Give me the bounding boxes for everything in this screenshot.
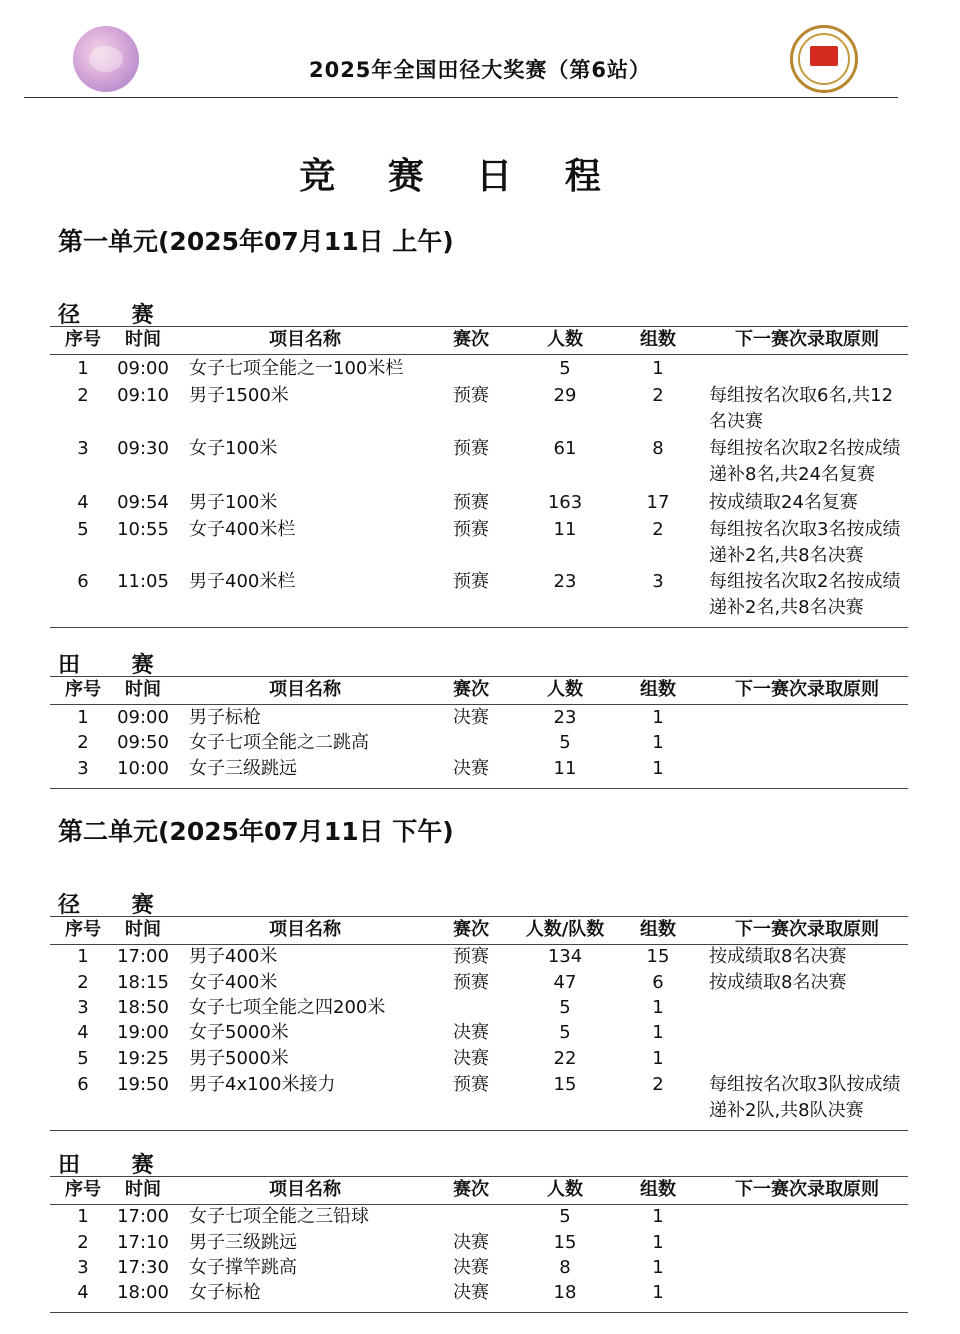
header-title: 2025年全国田径大奖赛（第6站） [308, 58, 652, 82]
table-top-rule [50, 326, 908, 327]
table-cell-time: 11:05 [117, 571, 169, 592]
table-cell-round: 预赛 [453, 492, 489, 513]
table-cell-round: 决赛 [453, 1022, 489, 1043]
table-cell-event: 女子100米 [189, 438, 278, 459]
table-cell-number: 4 [77, 492, 89, 513]
table-cell-groups: 2 [652, 519, 664, 540]
table-cell-event: 女子七项全能之四200米 [189, 997, 386, 1018]
table-cell-number: 3 [77, 438, 89, 459]
table-cell-count: 5 [559, 732, 571, 753]
table-bottom-rule [50, 1312, 908, 1313]
table-cell-time: 18:50 [117, 997, 169, 1018]
column-header-number: 序号 [65, 329, 101, 350]
table-cell-count: 61 [553, 438, 577, 459]
table-cell-groups: 2 [652, 1074, 664, 1095]
header-bottom-rule [50, 704, 908, 705]
table-cell-groups: 2 [652, 385, 664, 406]
table-cell-time: 10:55 [117, 519, 169, 540]
table-cell-number: 3 [77, 758, 89, 779]
table-cell-number: 6 [77, 571, 89, 592]
table-cell-event: 男子三级跳远 [189, 1232, 297, 1253]
column-header-advance-rule: 下一赛次录取原则 [735, 329, 879, 350]
table-top-rule [50, 916, 908, 917]
table-cell-number: 4 [77, 1282, 89, 1303]
table-cell-round: 预赛 [453, 1074, 489, 1095]
column-header-groups: 组数 [640, 919, 676, 940]
column-header-groups: 组数 [640, 679, 676, 700]
column-header-round: 赛次 [453, 1179, 489, 1200]
table-cell-groups: 3 [652, 571, 664, 592]
table-cell-number: 2 [77, 385, 89, 406]
table-cell-event: 男子4x100米接力 [189, 1074, 336, 1095]
column-header-number: 序号 [65, 919, 101, 940]
table-cell-groups: 1 [652, 707, 664, 728]
table-cell-round: 预赛 [453, 519, 489, 540]
table-cell-count: 22 [553, 1048, 577, 1069]
table-top-rule [50, 676, 908, 677]
table-cell-round: 预赛 [453, 972, 489, 993]
table-cell-groups: 1 [652, 358, 664, 379]
table-cell-groups: 17 [646, 492, 670, 513]
table-cell-time: 18:00 [117, 1282, 169, 1303]
table-cell-event: 女子400米 [189, 972, 278, 993]
header-divider [24, 97, 898, 98]
table-cell-groups: 1 [652, 1022, 664, 1043]
table-cell-time: 09:54 [117, 492, 169, 513]
unit-title: 第一单元(2025年07月11日 上午) [58, 227, 454, 256]
table-cell-count: 15 [553, 1074, 577, 1095]
column-header-event: 项目名称 [269, 1179, 341, 1200]
table-bottom-rule [50, 788, 908, 789]
table-cell-count: 5 [559, 1022, 571, 1043]
table-cell-count: 15 [553, 1232, 577, 1253]
table-cell-time: 17:00 [117, 946, 169, 967]
table-cell-number: 3 [77, 1257, 89, 1278]
column-header-groups: 组数 [640, 1179, 676, 1200]
table-cell-count: 18 [553, 1282, 577, 1303]
table-cell-event: 女子撑竿跳高 [189, 1257, 297, 1278]
table-cell-number: 5 [77, 1048, 89, 1069]
column-header-count: 人数/队数 [525, 919, 605, 940]
table-top-rule [50, 1176, 908, 1177]
table-cell-count: 8 [559, 1257, 571, 1278]
track-section-label: 径 赛 [58, 893, 176, 918]
table-cell-event: 女子5000米 [189, 1022, 289, 1043]
table-cell-number: 1 [77, 707, 89, 728]
table-cell-time: 18:15 [117, 972, 169, 993]
table-cell-groups: 1 [652, 732, 664, 753]
table-cell-count: 5 [559, 1206, 571, 1227]
column-header-round: 赛次 [453, 679, 489, 700]
table-cell-event: 女子400米栏 [189, 519, 296, 540]
table-cell-event: 男子5000米 [189, 1048, 289, 1069]
table-cell-time: 19:00 [117, 1022, 169, 1043]
table-cell-round: 预赛 [453, 571, 489, 592]
table-cell-advance-rule: 每组按名次取2名按成绩递补2名,共8名决赛 [709, 571, 901, 618]
table-cell-event: 男子400米栏 [189, 571, 296, 592]
table-cell-count: 134 [547, 946, 583, 967]
column-header-round: 赛次 [453, 329, 489, 350]
table-cell-groups: 1 [652, 1048, 664, 1069]
column-header-number: 序号 [65, 1179, 101, 1200]
table-cell-advance-rule: 每组按名次取3队按成绩递补2队,共8队决赛 [709, 1074, 901, 1121]
table-cell-event: 女子三级跳远 [189, 758, 297, 779]
table-cell-event: 女子标枪 [189, 1282, 261, 1303]
unit-title: 第二单元(2025年07月11日 下午) [58, 817, 454, 846]
column-header-event: 项目名称 [269, 329, 341, 350]
table-cell-number: 1 [77, 946, 89, 967]
column-header-number: 序号 [65, 679, 101, 700]
table-cell-round: 决赛 [453, 1257, 489, 1278]
column-header-count: 人数 [547, 329, 583, 350]
table-cell-number: 4 [77, 1022, 89, 1043]
table-cell-round: 决赛 [453, 1282, 489, 1303]
table-cell-time: 09:30 [117, 438, 169, 459]
table-cell-number: 5 [77, 519, 89, 540]
column-header-advance-rule: 下一赛次录取原则 [735, 679, 879, 700]
table-cell-round: 预赛 [453, 946, 489, 967]
table-cell-advance-rule: 每组按名次取2名按成绩递补8名,共24名复赛 [709, 438, 901, 485]
table-cell-advance-rule: 每组按名次取6名,共12名决赛 [709, 385, 894, 432]
header-bottom-rule [50, 354, 908, 355]
column-header-count: 人数 [547, 679, 583, 700]
column-header-event: 项目名称 [269, 919, 341, 940]
table-cell-event: 女子七项全能之一100米栏 [189, 358, 404, 379]
table-cell-time: 17:00 [117, 1206, 169, 1227]
table-cell-groups: 6 [652, 972, 664, 993]
table-cell-time: 09:10 [117, 385, 169, 406]
table-cell-number: 3 [77, 997, 89, 1018]
table-cell-groups: 8 [652, 438, 664, 459]
table-cell-groups: 1 [652, 1232, 664, 1253]
column-header-groups: 组数 [640, 329, 676, 350]
field-section-label: 田 赛 [58, 653, 176, 678]
table-cell-count: 163 [547, 492, 583, 513]
table-cell-round: 决赛 [453, 758, 489, 779]
table-cell-count: 29 [553, 385, 577, 406]
table-cell-event: 男子1500米 [189, 385, 289, 406]
table-cell-round: 预赛 [453, 438, 489, 459]
table-cell-time: 19:25 [117, 1048, 169, 1069]
column-header-event: 项目名称 [269, 679, 341, 700]
column-header-count: 人数 [547, 1179, 583, 1200]
page-title: 竞 赛 日 程 [299, 155, 621, 197]
table-cell-groups: 1 [652, 1257, 664, 1278]
table-cell-number: 2 [77, 972, 89, 993]
field-section-label: 田 赛 [58, 1153, 176, 1178]
table-cell-round: 预赛 [453, 385, 489, 406]
table-cell-event: 男子100米 [189, 492, 278, 513]
table-cell-round: 决赛 [453, 1048, 489, 1069]
table-cell-round: 决赛 [453, 707, 489, 728]
table-cell-time: 19:50 [117, 1074, 169, 1095]
table-cell-number: 6 [77, 1074, 89, 1095]
table-cell-advance-rule: 按成绩取8名决赛 [709, 946, 847, 967]
column-header-time: 时间 [125, 1179, 161, 1200]
table-cell-count: 5 [559, 358, 571, 379]
table-cell-count: 5 [559, 997, 571, 1018]
column-header-advance-rule: 下一赛次录取原则 [735, 919, 879, 940]
table-cell-count: 47 [553, 972, 577, 993]
table-cell-time: 09:00 [117, 707, 169, 728]
header-bottom-rule [50, 1204, 908, 1205]
table-cell-count: 11 [553, 519, 577, 540]
table-cell-groups: 1 [652, 997, 664, 1018]
column-header-advance-rule: 下一赛次录取原则 [735, 1179, 879, 1200]
table-cell-count: 23 [553, 571, 577, 592]
table-cell-event: 男子标枪 [189, 707, 261, 728]
table-cell-time: 09:50 [117, 732, 169, 753]
table-cell-advance-rule: 按成绩取24名复赛 [709, 492, 858, 513]
table-bottom-rule [50, 627, 908, 628]
column-header-time: 时间 [125, 679, 161, 700]
table-cell-count: 23 [553, 707, 577, 728]
table-cell-groups: 1 [652, 1282, 664, 1303]
track-section-label: 径 赛 [58, 303, 176, 328]
table-bottom-rule [50, 1130, 908, 1131]
table-cell-round: 决赛 [453, 1232, 489, 1253]
table-cell-groups: 15 [646, 946, 670, 967]
table-cell-number: 2 [77, 1232, 89, 1253]
table-cell-number: 1 [77, 358, 89, 379]
table-cell-advance-rule: 按成绩取8名决赛 [709, 972, 847, 993]
column-header-round: 赛次 [453, 919, 489, 940]
table-cell-groups: 1 [652, 758, 664, 779]
table-cell-count: 11 [553, 758, 577, 779]
table-cell-event: 女子七项全能之三铅球 [189, 1206, 369, 1227]
table-cell-time: 17:10 [117, 1232, 169, 1253]
column-header-time: 时间 [125, 329, 161, 350]
table-cell-event: 女子七项全能之二跳高 [189, 732, 369, 753]
table-cell-number: 2 [77, 732, 89, 753]
table-cell-time: 09:00 [117, 358, 169, 379]
table-cell-advance-rule: 每组按名次取3名按成绩递补2名,共8名决赛 [709, 519, 901, 566]
table-cell-time: 10:00 [117, 758, 169, 779]
table-cell-number: 1 [77, 1206, 89, 1227]
table-cell-event: 男子400米 [189, 946, 278, 967]
table-cell-time: 17:30 [117, 1257, 169, 1278]
table-cell-groups: 1 [652, 1206, 664, 1227]
column-header-time: 时间 [125, 919, 161, 940]
